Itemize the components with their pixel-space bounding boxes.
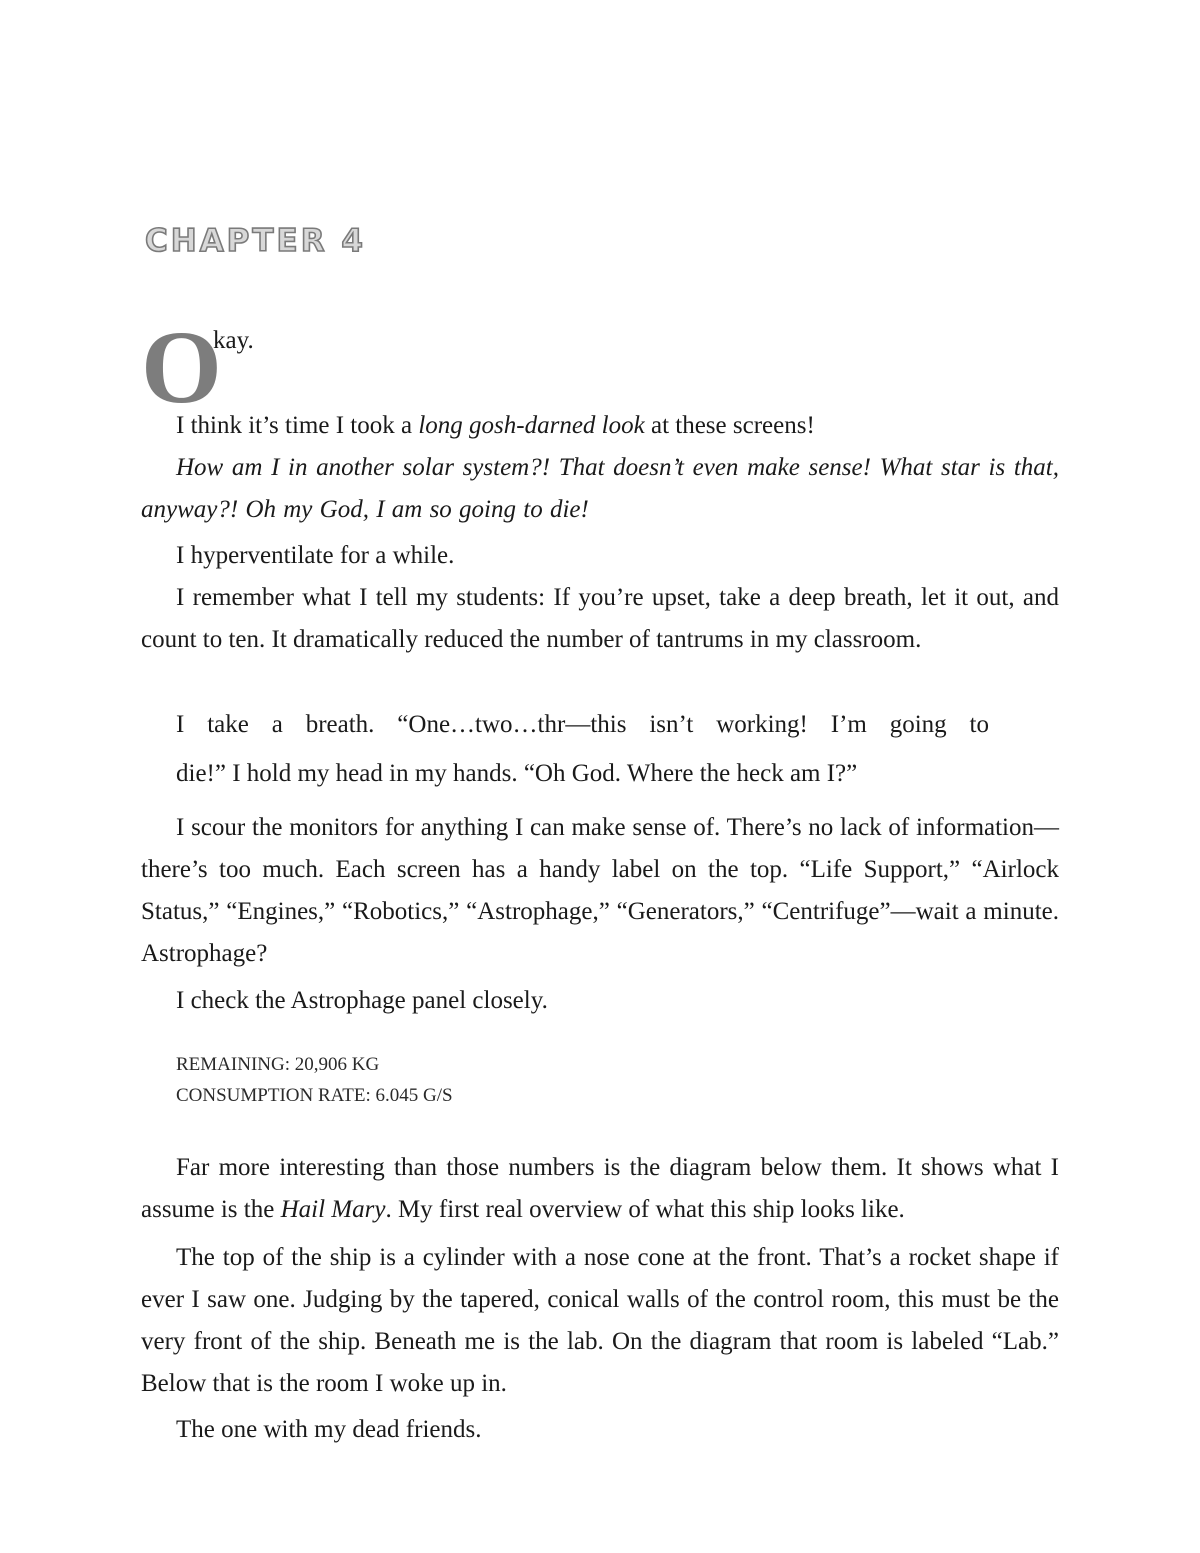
drop-cap: O: [141, 310, 222, 425]
paragraph: [141, 447, 1059, 531]
ship-name: Hail Mary: [280, 1196, 386, 1223]
emphasis-text: How am I in another solar system?! That doesn’t even make sense! What star is that, anyway?! Oh my God, I am so going to die!: [141, 454, 1059, 523]
paragraph: I check the Astrophage panel closely.: [176, 987, 548, 1014]
paragraph-text: . My first real overview of what this ship looks like.: [385, 1196, 905, 1223]
emphasis-text: long gosh-darned look: [418, 412, 645, 439]
paragraph: The one with my dead friends.: [176, 1416, 482, 1443]
paragraph: The top of the ship is a cylinder with a nose cone at the front. That’s a rocket shape if ever I saw one. Judging by the tapered, conical walls of the control room, this must be the very front of the ship. Beneath me is the lab. On the diagram that room is labeled “Lab.” Below that is the room I woke up in.: [141, 1244, 1059, 1397]
paragraph-line: I take a breath. “One…two…thr—this isn’t working! I’m going to: [176, 711, 989, 738]
paragraph: [141, 1147, 1059, 1231]
text-block-3: [141, 807, 1059, 1022]
consumption-rate-readout: CONSUMPTION RATE: 6.045 G/S: [176, 1085, 453, 1106]
paragraph: I remember what I tell my students: If you’re upset, take a deep breath, let it out, and count to ten. It dramatically reduced the number of tantrums in my classroom.: [141, 584, 1059, 653]
chapter-heading: CHAPTER 4: [145, 223, 366, 259]
paragraph: I scour the monitors for anything I can make sense of. There’s no lack of information—there’s too much. Each screen has a handy label on the top. “Life Support,” “Airlock Status,” “Engines,” “Robotics,” “Astrophage,” “Generators,” “Centrifuge”—wait a minute. Astrophage?: [141, 814, 1059, 967]
text-block-4: [141, 1147, 1059, 1451]
opening-word-rest: kay.: [213, 327, 254, 354]
remaining-readout: REMAINING: 20,906 KG: [176, 1054, 380, 1075]
chapter-opening: [141, 310, 541, 425]
paragraph-text: at these screens!: [644, 412, 815, 439]
paragraph-text: Far more interesting than those numbers is the diagram below them. It shows what I assume is the: [141, 1154, 1059, 1223]
paragraph: [141, 405, 1059, 447]
astrophage-readout: [176, 1049, 453, 1111]
paragraph-line: die!” I hold my head in my hands. “Oh God. Where the heck am I?”: [176, 760, 858, 787]
text-block-2: [141, 704, 1059, 795]
paragraph-text: I think it’s time I took a: [176, 412, 419, 439]
paragraph: I hyperventilate for a while.: [176, 542, 455, 569]
text-block-1: [141, 405, 1059, 661]
